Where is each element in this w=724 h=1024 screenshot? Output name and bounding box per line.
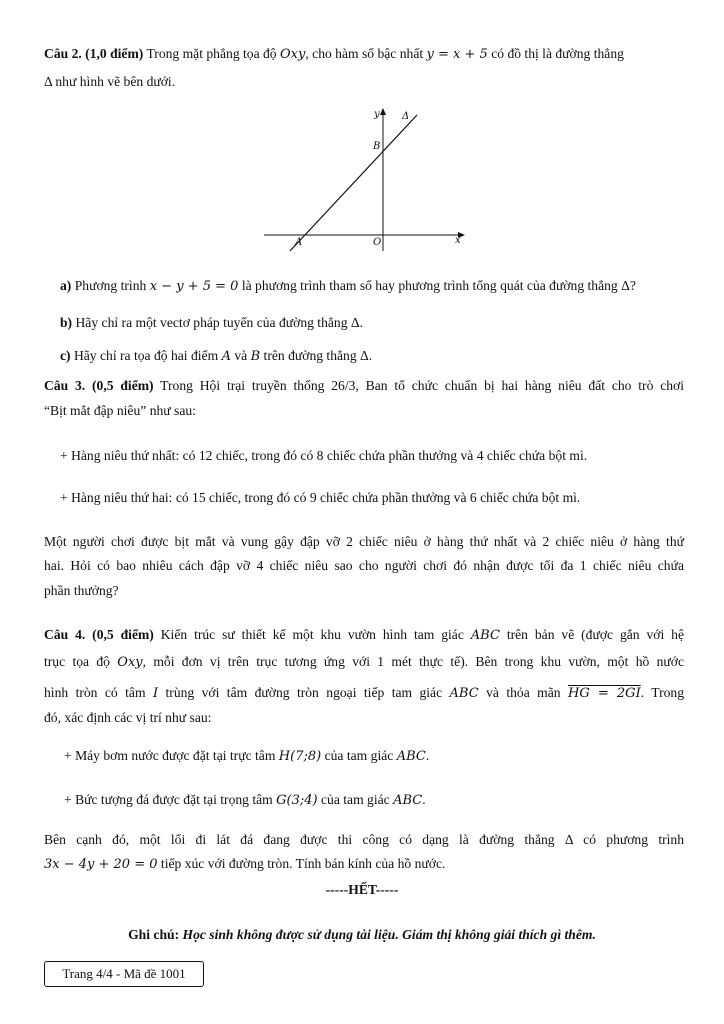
q4-center-i: I — [152, 686, 159, 701]
q2-part-b-text: Hãy chỉ ra một vectơ pháp tuyến của đường thẳng Δ. — [72, 315, 364, 330]
q3-para-line-2: hai. Hỏi có bao nhiêu cách đập vỡ 4 chiếc niêu sao cho người chơi đó nhận được tối đa 1 chiếc niêu chứa — [44, 558, 684, 573]
q4-centroid-g: G(3;4) — [276, 793, 318, 808]
page-footer: Trang 4/4 - Mã đề 1001 — [44, 961, 204, 987]
q4-item-2-text-a: + Bức tượng đá được đặt tại trọng tâm — [64, 792, 277, 807]
q4-item-1-text-a: + Máy bơm nước được đặt tại trực tâm — [64, 748, 279, 763]
origin-label: O — [373, 237, 382, 248]
line-graph-figure — [262, 105, 472, 255]
q2-heading: Câu 2. (1,0 điểm) — [44, 46, 144, 61]
q4-text-2: trên bản vẽ (được gắn với hệ — [499, 627, 685, 642]
q2-part-a-equation: x − y + 5 = 0 — [149, 279, 239, 294]
q4-orthocenter-h: H(7;8) — [278, 749, 322, 764]
q4-vector-equation: HG = 2GI — [568, 686, 641, 701]
q4-line-3-abc: ABC — [449, 686, 479, 701]
q4-para-line-1: Bên cạnh đó, một lối đi lát đá đang được thi công có dạng là đường thẳng Δ có phương trình — [44, 832, 684, 847]
q2-text-2: , cho hàm số bậc nhất — [305, 46, 427, 61]
q3-para-line-3: phần thưởng? — [44, 583, 119, 598]
q3-item-2: + Hàng niêu thứ hai: có 15 chiếc, trong đó có 9 chiếc chứa phần thưởng và 6 chiếc chứa bột mì. — [60, 490, 581, 505]
q4-item-2-abc: ABC — [393, 793, 423, 808]
q4-item-1-abc: ABC — [396, 749, 426, 764]
y-axis-arrow — [380, 108, 386, 115]
q2-part-c-point-b: B — [250, 349, 261, 364]
q3-line-2: “Bịt mắt đập niêu” như sau: — [44, 403, 196, 418]
q2-part-b-label: b) — [60, 315, 73, 330]
q3-text-1: Trong Hội trại truyền thống 26/3, Ban tổ chức chuẩn bị hai hàng niêu đất cho trò chơi — [153, 378, 684, 393]
q4-item-2-text-b: của tam giác — [317, 792, 394, 807]
q2-line-1 — [44, 45, 684, 64]
q4-item-2 — [64, 791, 684, 810]
q4-heading: Câu 4. (0,5 điểm) — [44, 627, 154, 642]
end-mark: -----HẾT----- — [325, 882, 399, 897]
q4-line-2 — [44, 653, 684, 672]
q2-part-a — [60, 277, 684, 296]
q4-line-4: đó, xác định các vị trí như sau: — [44, 710, 212, 725]
point-b-label: B — [373, 141, 381, 152]
q2-part-c-text-2: trên đường thẳng Δ. — [260, 348, 373, 363]
q4-line-3-text-a: hình tròn có tâm — [44, 685, 153, 700]
q4-item-2-text-c: . — [422, 792, 426, 807]
q4-line-3-text-c: và thỏa mãn — [478, 685, 568, 700]
q4-line-2-text-b: , mỗi đơn vị trên trục tương ứng với 1 mét thực tế). Bên trong khu vườn, một hồ nước — [142, 654, 684, 669]
q2-part-a-text-1: Phương trình — [71, 278, 150, 293]
q4-line-equation: 3x − 4y + 20 = 0 — [44, 857, 158, 872]
q4-triangle-abc: ABC — [470, 628, 500, 643]
q4-line-3-text-d: . Trong — [640, 685, 685, 700]
q2-part-c-and: và — [230, 348, 251, 363]
point-a-label: A — [295, 237, 303, 248]
q2-function: y = x + 5 — [426, 47, 488, 62]
y-axis-label: y — [374, 109, 380, 120]
q2-part-c-text-1: Hãy chỉ ra tọa độ hai điểm — [70, 348, 222, 363]
q2-oxy: Oxy — [280, 47, 306, 62]
q4-oxy: Oxy — [117, 655, 143, 670]
q2-part-c-point-a: A — [221, 349, 231, 364]
q4-line-1 — [44, 626, 684, 645]
q2-line-2: Δ như hình vẽ bên dưới. — [44, 74, 176, 89]
q4-line-3-text-b: trùng với tâm đường tròn ngoại tiếp tam giác — [158, 685, 450, 700]
q4-item-1 — [64, 747, 684, 766]
q4-item-1-text-c: . — [425, 748, 430, 763]
q3-para-line-1: Một người chơi được bịt mắt và vung gậy đập vỡ 2 chiếc niêu ở hàng thứ nhất và 2 chiếc niêu ở hàng thứ — [44, 534, 684, 549]
q2-part-a-label: a) — [60, 278, 72, 293]
q2-part-a-text-2: là phương trình tham số hay phương trình tổng quát của đường thẳng Δ? — [238, 278, 636, 293]
q2-text-1: Trong mặt phẳng tọa độ — [143, 46, 281, 61]
delta-label: Δ — [402, 111, 410, 122]
q3-item-1: + Hàng niêu thứ nhất: có 12 chiếc, trong đó có 8 chiếc chứa phần thưởng và 4 chiếc chứa bột mì. — [60, 448, 588, 463]
q2-text-3: có đồ thị là đường thẳng — [487, 46, 624, 61]
note-text: Học sinh không được sử dụng tài liệu. Giám thị không giải thích gì thêm. — [179, 927, 596, 942]
q4-para-line-2-text: tiếp xúc với đường tròn. Tính bán kính của hồ nước. — [157, 856, 446, 871]
note-label: Ghi chú: — [128, 927, 180, 942]
q2-part-c — [60, 347, 684, 366]
q4-line-3 — [44, 684, 684, 703]
q4-item-1-text-b: của tam giác — [321, 748, 397, 763]
q4-line-2-text-a: trục tọa độ — [44, 654, 118, 669]
q3-heading: Câu 3. (0,5 điểm) — [44, 378, 154, 393]
delta-line — [290, 115, 417, 251]
q4-para-line-2 — [44, 855, 684, 874]
x-axis-label: x — [455, 235, 461, 246]
note — [0, 926, 724, 944]
q2-part-c-label: c) — [60, 348, 71, 363]
q4-text-1: Kiến trúc sư thiết kế một khu vườn hình tam giác — [153, 627, 471, 642]
q3-line-1 — [44, 377, 684, 395]
q2-part-b — [60, 314, 684, 332]
